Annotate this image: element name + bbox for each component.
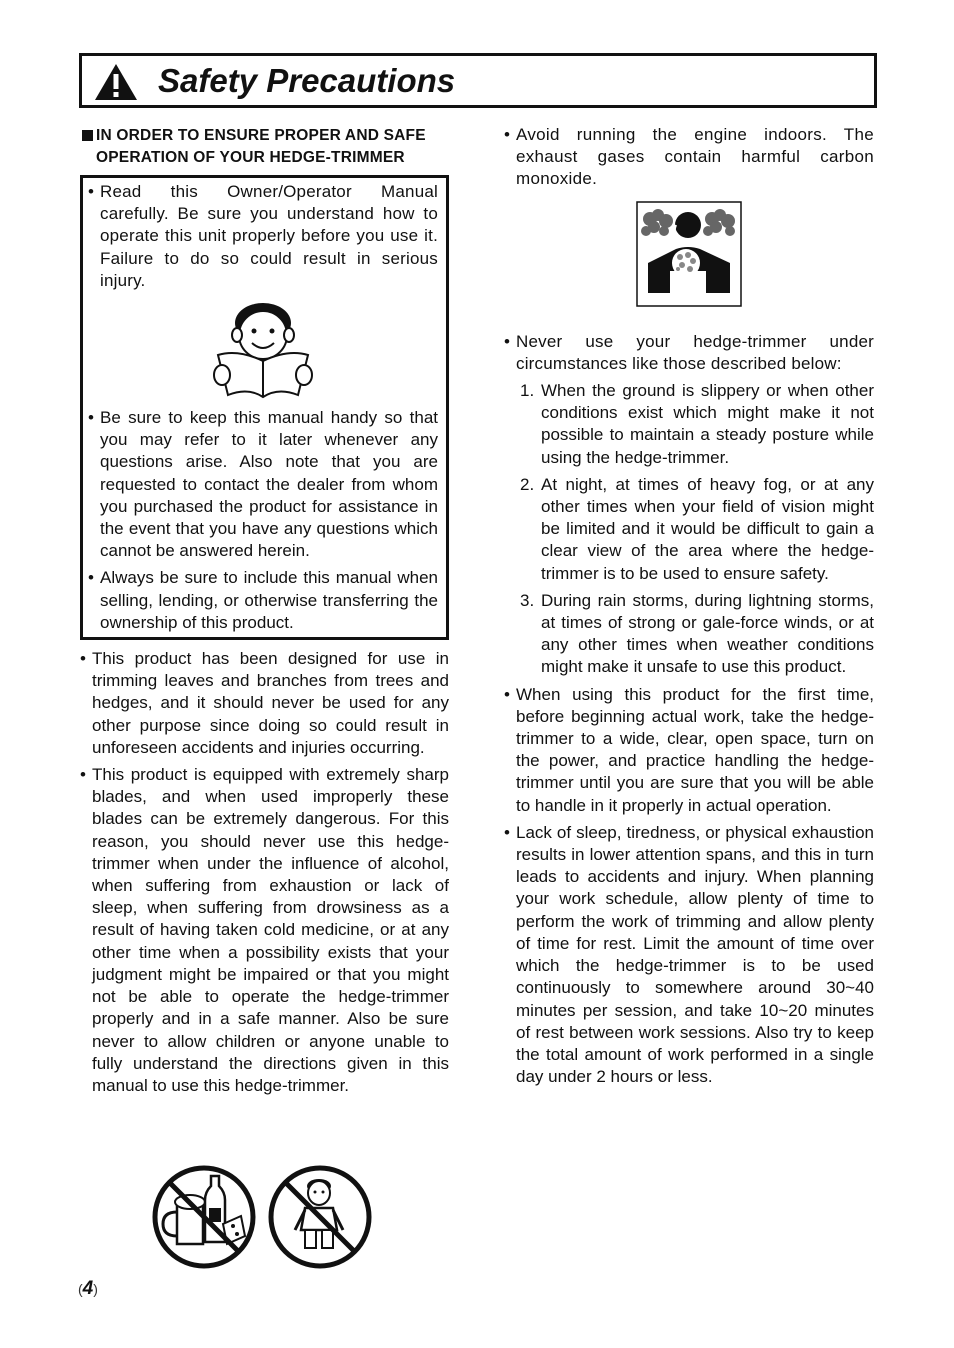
warning-triangle-icon: [94, 63, 138, 101]
square-bullet-icon: [82, 130, 93, 141]
manual-reader-illustration: [208, 297, 318, 403]
numbered-item: 1. When the ground is slippery or when other conditions exist which might make it not possible to maintain a steady posture while using the hedge-trimmer.: [520, 381, 874, 467]
bullet-icon: •: [80, 649, 86, 669]
bullet-icon: •: [80, 765, 86, 785]
bullet-icon: •: [504, 684, 510, 704]
bullet-icon: •: [88, 568, 94, 588]
bullet-icon: •: [504, 125, 510, 144]
numbered-item: 3. During rain storms, during lightning storms, at times of strong or gale-force winds, or at any other times when weather conditions might make it unsafe to use this product.: [520, 590, 874, 677]
left-column: [80, 125, 449, 1102]
page-number: (4): [78, 1278, 98, 1299]
list-item: • This product has been designed for use in trimming leaves and branches from trees and hedges, and it should never be used for any other purpose since doing so could result in unforeseen accidents and injuries occurring.: [80, 649, 449, 757]
bullet-icon: •: [504, 822, 510, 842]
circumstances-list: [504, 380, 874, 679]
bullet-icon: •: [88, 408, 94, 428]
list-item: • Lack of sleep, tiredness, or physical exhaustion results in lower attention spans, and this in turn leads to accidents and injury. When planning your work schedule, allow plenty of time to perform the work of trimming and allow plenty of time for rest. Limit the amount of time over which the hedge-trimmer is to be used continuously to somewhere around 30~40 minutes per session, and take 10~20 minutes of rest between work sessions. Also try to keep the total amount of work performed in a single day under 2 hours or less.: [504, 822, 874, 1087]
list-item: • This product is equipped with extremely sharp blades, and when used improperly these blades can be extremely dangerous. For this reason, you should never use this hedge-trimmer when under the influence of alcohol, when suffering from exhaustion or lack of sleep, when suffering from drowsiness as a result of having taken cold medicine, or at any other time when a possibility exists that your judgment might be impaired or that you might not be able to operate the hedge-trimmer properly and in a safe manner. Also be sure never to allow children or anyone unable to fully understand the directions given in this manual to use this hedge-trimmer.: [80, 765, 449, 1095]
section-heading: IN ORDER TO ENSURE PROPER AND SAFE OPERATION OF YOUR HEDGE-TRIMMER: [80, 125, 449, 169]
list-item: • When using this product for the first time, before beginning actual work, take the hedge-trimmer to a wide, clear, open space, turn on the power, and practice handling the hedge-trimmer until you are sure that you will be able to handle in it properly in actual operation.: [504, 684, 874, 815]
title-banner: [79, 53, 877, 108]
no-alcohol-icon: [151, 1164, 257, 1270]
list-item: • Always be sure to include this manual when selling, lending, or otherwise transferring the ownership of this product.: [88, 568, 438, 632]
bullet-icon: •: [504, 331, 510, 351]
list-item: • Avoid running the engine indoors. The exhaust gases contain harmful carbon monoxide.: [504, 125, 874, 189]
numbered-item: 2. At night, at times of heavy fog, or at any other times when your field of vision might be limited and it would be difficult to gain a clear view of the area where the hedge-trimmer is to be used to ensure safety.: [520, 474, 874, 583]
exhaust-gas-icon: [636, 201, 742, 307]
list-item: • Be sure to keep this manual handy so that you may refer to it later whenever any questions arise. Also note that you are requested to contact the dealer from whom you purchased the product for assistance in the event that you have any questions which cannot be answered herein.: [88, 408, 438, 561]
safety-list: [80, 648, 449, 1097]
list-item: • Never use your hedge-trimmer under circumstances like those described below:: [504, 331, 874, 373]
page-title: Safety Precautions: [158, 62, 456, 99]
no-children-icon: [267, 1164, 373, 1270]
right-column: [504, 124, 874, 1093]
bullet-icon: •: [88, 182, 94, 201]
list-item: • Read this Owner/Operator Manual carefully. Be sure you understand how to operate this unit properly before you use it. Failure to do so could result in serious injury.: [88, 182, 438, 290]
manual-notice-box: [80, 175, 449, 640]
